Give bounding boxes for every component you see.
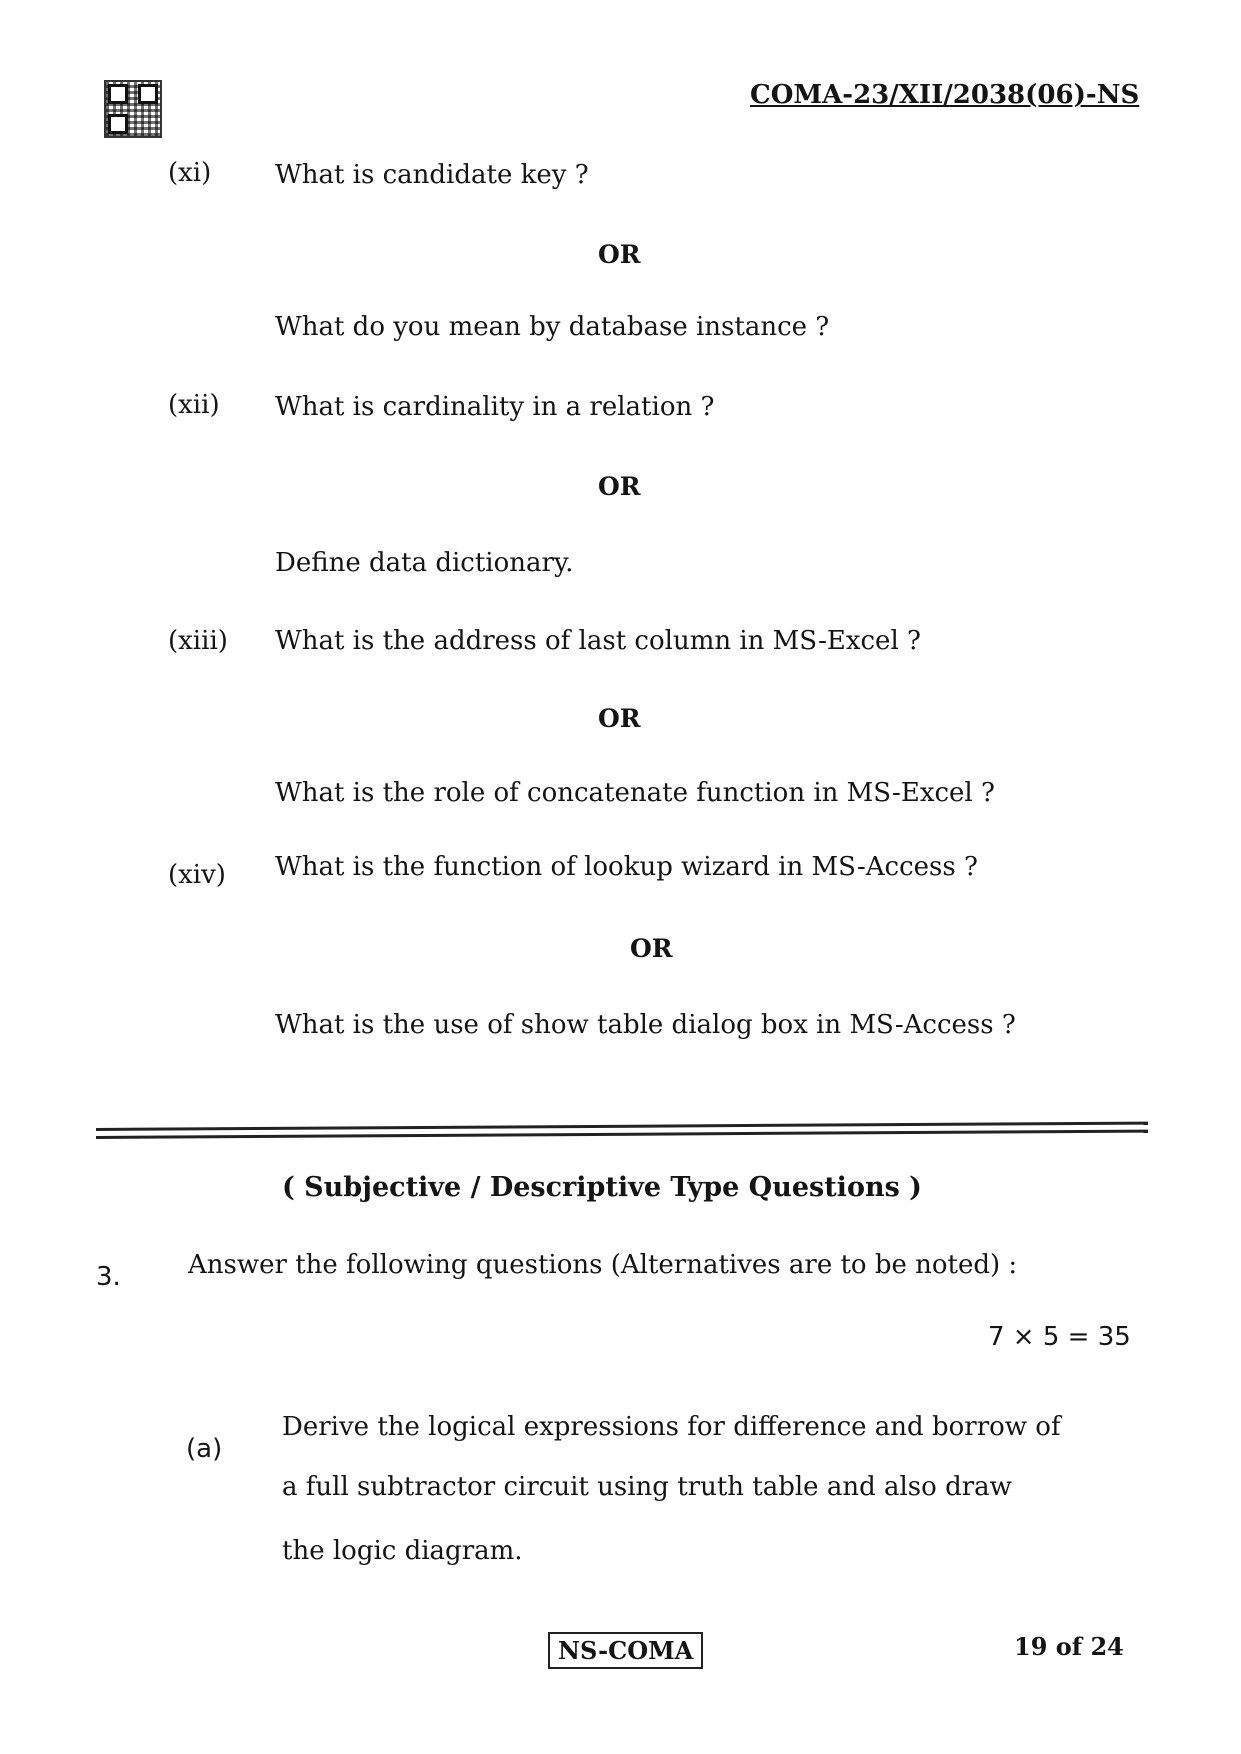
- alternative-question-text: Define data dictionary.: [275, 548, 574, 578]
- question-text: What is cardinality in a relation ?: [275, 392, 715, 422]
- question-text: Answer the following questions (Alternatives are to be noted) :: [188, 1250, 1018, 1280]
- question-text: What is candidate key ?: [275, 160, 589, 190]
- paper-code: COMA-23/XII/2038(06)-NS: [750, 80, 1140, 110]
- question-number: (xiv): [168, 860, 226, 890]
- alternative-question-text: What is the role of concatenate function in MS-Excel ?: [275, 778, 995, 808]
- question-number: (xiii): [168, 626, 228, 656]
- qr-code-icon: [104, 80, 162, 138]
- part-text-line: the logic diagram.: [282, 1536, 523, 1566]
- section-divider: [96, 1130, 1148, 1139]
- part-text-line: Derive the logical expressions for difference and borrow of: [282, 1412, 1061, 1442]
- question-number: (xi): [168, 158, 212, 188]
- question-text: What is the address of last column in MS-Excel ?: [275, 626, 921, 656]
- or-separator: OR: [598, 704, 641, 733]
- marks: 7 × 5 = 35: [988, 1322, 1131, 1352]
- subject-code-box: NS-COMA: [548, 1632, 703, 1669]
- question-text: What is the function of lookup wizard in MS-Access ?: [275, 852, 978, 882]
- or-separator: OR: [598, 240, 641, 269]
- page-number: 19 of 24: [1014, 1632, 1124, 1661]
- part-text-line: a full subtractor circuit using truth table and also draw: [282, 1472, 1012, 1502]
- question-number: (xii): [168, 390, 220, 420]
- question-number: 3.: [96, 1262, 121, 1292]
- section-heading: ( Subjective / Descriptive Type Questions ): [282, 1172, 922, 1203]
- or-separator: OR: [598, 472, 641, 501]
- alternative-question-text: What is the use of show table dialog box in MS-Access ?: [275, 1010, 1016, 1040]
- part-label: (a): [186, 1434, 223, 1464]
- or-separator: OR: [630, 934, 673, 963]
- alternative-question-text: What do you mean by database instance ?: [275, 312, 830, 342]
